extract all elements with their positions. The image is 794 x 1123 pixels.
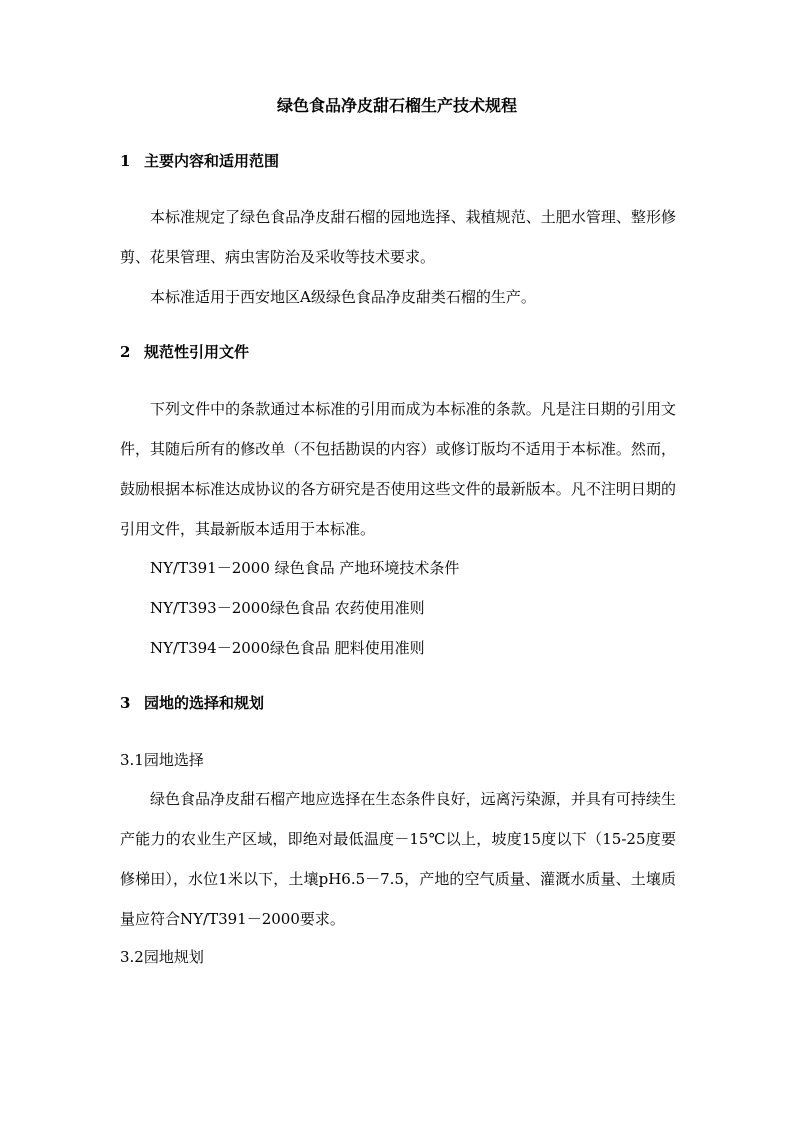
reference-item: NY/T394－2000绿色食品 肥料使用准则 bbox=[150, 639, 425, 657]
section-number: 2 bbox=[120, 343, 131, 361]
reference-item: NY/T393－2000绿色食品 农药使用准则 bbox=[150, 599, 425, 617]
section-1-paragraph-1: 本标准规定了绿色食品净皮甜石榴的园地选择、栽植规范、土肥水管理、整形修剪、花果管理、病虫害防治及采收等技术要求。 bbox=[120, 208, 676, 266]
section-title: 规范性引用文件 bbox=[144, 343, 250, 361]
document-title: 绿色食品净皮甜石榴生产技术规程 bbox=[276, 96, 517, 115]
subsection-3-1-paragraph: 绿色食品净皮甜石榴产地应选择在生态条件良好，远离污染源，并具有可持续生产能力的农业生产区域，即绝对最低温度－15℃以上，坡度15度以下（15-25度要修梯田），水位1米以下，土壤pH6.5－7.5，产地的空气质量、灌溉水质量、土壤质量应符合NY/T391－2000要求。 bbox=[120, 790, 676, 928]
section-1-paragraph-2: 本标准适用于西安地区A级绿色食品净皮甜类石榴的生产。 bbox=[150, 288, 536, 306]
section-title: 主要内容和适用范围 bbox=[144, 152, 280, 170]
section-3-heading bbox=[120, 692, 264, 714]
section-1-heading bbox=[120, 150, 279, 172]
section-2-heading bbox=[120, 341, 249, 363]
section-number: 3 bbox=[120, 694, 131, 712]
section-2-paragraph-1: 下列文件中的条款通过本标准的引用而成为本标准的条款。凡是注日期的引用文件，其随后所有的修改单（不包括勘误的内容）或修订版均不适用于本标准。然而，鼓励根据本标准达成协议的各方研究是否使用这些文件的最新版本。凡不注明日期的引用文件，其最新版本适用于本标准。 bbox=[120, 400, 676, 538]
section-number: 1 bbox=[120, 152, 131, 170]
section-title: 园地的选择和规划 bbox=[144, 694, 265, 712]
subsection-3-2-label: 3.2园地规划 bbox=[120, 948, 204, 966]
reference-item: NY/T391－2000 绿色食品 产地环境技术条件 bbox=[150, 559, 460, 577]
subsection-3-1-label: 3.1园地选择 bbox=[120, 751, 204, 769]
